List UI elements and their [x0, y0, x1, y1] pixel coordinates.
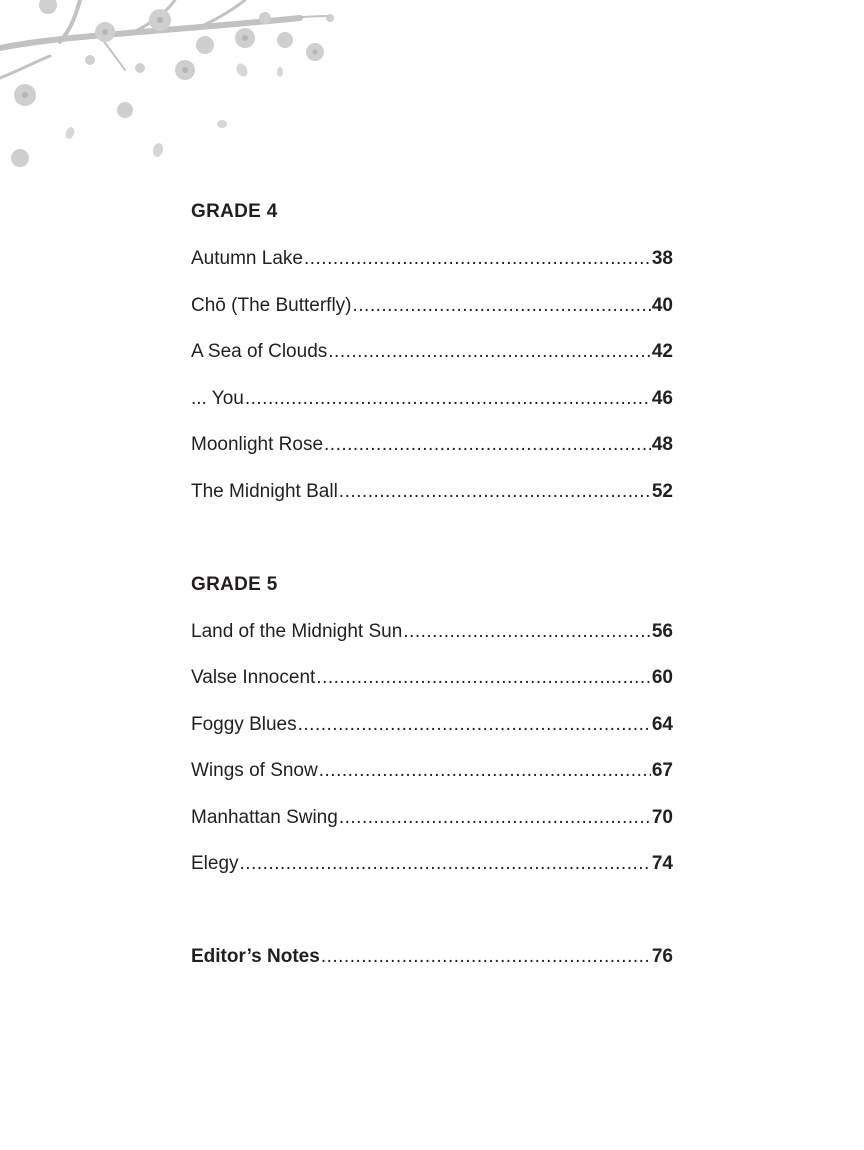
entry-page-number: 52 — [651, 481, 673, 502]
toc-entry[interactable] — [191, 714, 673, 740]
entry-title: ... You — [191, 388, 244, 409]
toc-entry[interactable] — [191, 807, 673, 833]
entry-title: Valse Innocent — [191, 667, 316, 688]
entry-title: Elegy — [191, 853, 239, 874]
dot-leader — [328, 341, 651, 363]
entry-page-number: 46 — [651, 388, 673, 409]
entry-title: Chō (The Butterfly) — [191, 295, 352, 316]
toc-entry[interactable] — [191, 853, 673, 879]
dot-leader — [240, 853, 651, 875]
entry-page-number: 76 — [651, 946, 673, 967]
dot-leader — [353, 295, 651, 317]
entry-title: Foggy Blues — [191, 714, 297, 735]
dot-leader — [245, 388, 651, 410]
entry-title: The Midnight Ball — [191, 481, 338, 502]
toc-entry[interactable] — [191, 388, 673, 414]
entry-page-number: 38 — [651, 248, 673, 269]
dot-leader — [339, 481, 651, 503]
toc-entry[interactable] — [191, 341, 673, 367]
entry-page-number: 64 — [651, 714, 673, 735]
toc-entry[interactable] — [191, 621, 673, 647]
entry-page-number: 74 — [651, 853, 673, 874]
toc-entry[interactable] — [191, 481, 673, 507]
toc-entry[interactable] — [191, 760, 673, 786]
entry-page-number: 42 — [651, 341, 673, 362]
toc-entry[interactable] — [191, 248, 673, 274]
dot-leader — [304, 248, 651, 270]
dot-leader — [321, 946, 651, 968]
dot-leader — [339, 807, 651, 829]
entry-title: A Sea of Clouds — [191, 341, 328, 362]
toc-entry-editors-notes[interactable] — [191, 946, 673, 972]
entry-title: Land of the Midnight Sun — [191, 621, 403, 642]
entry-page-number: 56 — [651, 621, 673, 642]
entry-title: Moonlight Rose — [191, 434, 324, 455]
entry-title: Manhattan Swing — [191, 807, 338, 828]
dot-leader — [403, 621, 651, 643]
dot-leader — [319, 760, 651, 782]
toc-entry[interactable] — [191, 667, 673, 693]
entry-page-number: 70 — [651, 807, 673, 828]
entry-title: Wings of Snow — [191, 760, 318, 781]
dot-leader — [316, 667, 651, 689]
section-heading-grade-4: GRADE 4 — [191, 201, 278, 222]
section-heading-grade-5: GRADE 5 — [191, 574, 278, 595]
dot-leader — [298, 714, 651, 736]
toc-entry[interactable] — [191, 295, 673, 321]
entry-title: Autumn Lake — [191, 248, 303, 269]
dot-leader — [324, 434, 651, 456]
cherry-blossom-branch-icon — [0, 0, 345, 180]
toc-entry[interactable] — [191, 434, 673, 460]
entry-page-number: 60 — [651, 667, 673, 688]
entry-page-number: 67 — [651, 760, 673, 781]
entry-page-number: 48 — [651, 434, 673, 455]
entry-page-number: 40 — [651, 295, 673, 316]
entry-title: Editor’s Notes — [191, 946, 320, 967]
